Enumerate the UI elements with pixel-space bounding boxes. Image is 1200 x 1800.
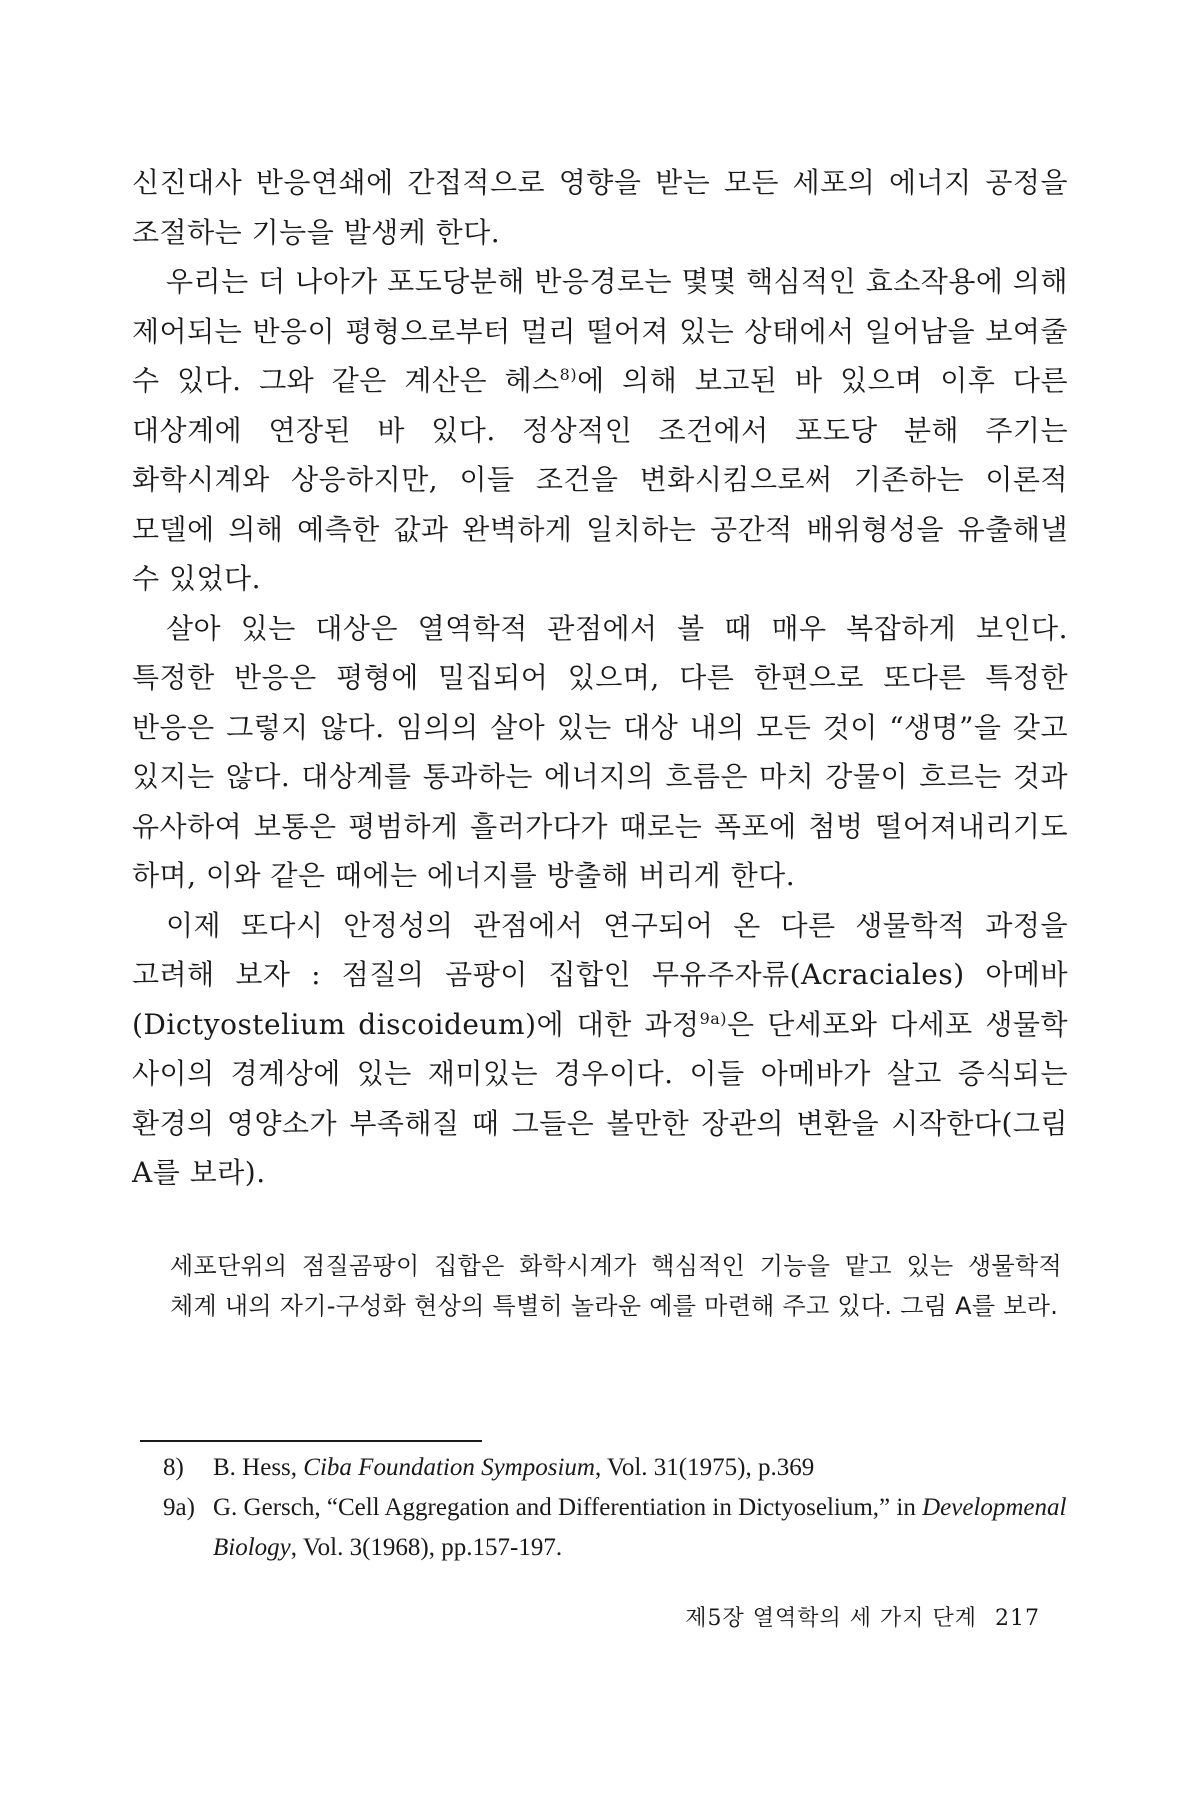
figure-note: 세포단위의 점질곰팡이 집합은 화학시계가 핵심적인 기능을 맡고 있는 생물학적 체계 내의 자기-구성화 현상의 특별히 놀라운 예를 마련해 주고 있다. 그림 A를 보라. [170,1251,1062,1320]
paragraph-1-text: 조절하는 기능을 발생케 한다. [132,215,501,249]
footnote-rule [140,1440,482,1442]
chapter-title: 제5장 열역학의 세 가지 단계 [685,1606,977,1631]
main-text [132,158,1068,1198]
footnote-publication-title: Developmenal Biology [213,1494,1067,1561]
footnote-author: G. Gersch, “Cell Aggregation and Differentiation in Dictyoselium,” in [213,1494,923,1521]
footnote-publication-title: Ciba Foundation Symposium [303,1454,595,1481]
footnote-citation-details: , Vol. 31(1975), p.369 [594,1454,815,1481]
paragraph-4-text-b: 은 단세포와 다세포 생물학 사이의 경계상에 있는 재미있는 경우이다. 이들 아메바가 살고 증식되는 환경의 영양소가 부족해질 때 그들은 볼만한 장관의 변환을 시작한다(그림 A를 보라). [132,1007,1069,1189]
paragraph-2-text-a: 우리는 더 나아가 포도당분해 반응경로는 몇몇 핵심적인 효소작용에 의해 제어되는 반응이 평형으로부터 멀리 떨어져 있는 상태에서 일어남을 보여줄 수 있다. 그와 같은 계산은 헤스 [132,265,1068,397]
paragraph-3 [132,604,1068,901]
paragraph-2-text-b: 에 의해 보고된 바 있으며 이후 다른 대상계에 연장된 바 있다. 정상적인 조건에서 포도당 분해 주기는 화학시계와 상응하지만, 이들 조건을 변화시킴으로써 기존하는 이론적 모델에 의해 예측한 값과 완벽하게 일치하는 공간적 배위형성을 유출해낼 수 있었다. [132,364,1068,595]
footnotes [163,1448,1068,1568]
footnote-8 [163,1448,1068,1488]
footnote-number: 9a) [163,1494,195,1521]
paragraph-4-text-a: 이제 또다시 안정성의 관점에서 연구되어 온 다른 생물학적 과정을 고려해 보자 : 점질의 곰팡이 집합인 무유주자류(Acraciales) 아메바(Dictyostelium discoideum)에 대한 과정 [132,908,1068,1041]
page-number: 217 [995,1606,1040,1631]
footnote-ref-9a: 9a) [699,1008,728,1028]
footnote-author: B. Hess, [213,1454,304,1481]
footnote-number: 8) [163,1454,184,1481]
running-footer [685,1601,1040,1632]
page-content [132,158,1068,1326]
paragraph-2 [132,257,1068,604]
footnote-ref-8: 8) [559,365,578,384]
footnote-citation-details: , Vol. 3(1968), pp.157-197. [290,1534,563,1561]
paragraph-1-first-line: 신진대사 반응연쇄에 간접적으로 영향을 받는 모든 세포의 에너지 공정을 [132,166,1068,199]
footnote-9a [163,1488,1068,1568]
paragraph-1 [132,158,1068,257]
paragraph-3-text: 살아 있는 대상은 열역학적 관점에서 볼 때 매우 복잡하게 보인다. 특정한 반응은 평형에 밀집되어 있으며, 다른 한편으로 또다른 특정한 반응은 그렇지 않다. 임의의 살아 있는 대상 내의 모든 것이 “생명”을 갖고 있지는 않다. 대상계를 통과하는 에너지의 흐름은 마치 강물이 흐르는 것과 유사하여 보통은 평범하게 흘러가다가 때로는 폭포에 첨벙 떨어져내리기도 하며, 이와 같은 때에는 에너지를 방출해 버리게 한다. [132,611,1068,892]
paragraph-4 [132,901,1068,1198]
